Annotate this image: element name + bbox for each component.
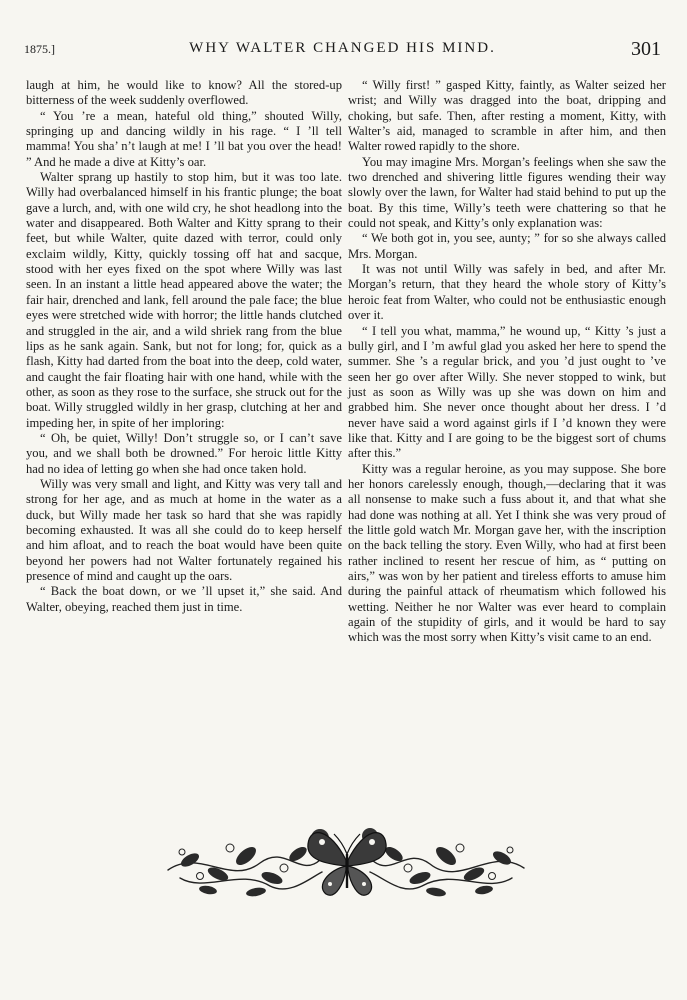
paragraph: “ I tell you what, mamma,” he wound up, “ Kitty ’s just a bully girl, and I ’m awful glad you asked her here to spend the summer. She ’s a regular brick, and you ’d just ought to ’ve seen her go over after Willy. She never stopped to wink, but just as soon as Willy was up she was down on him and grabbed him. She never once thought about her dress. I ’d never have said a word against girls if I ’d known they were like that. Kitty and I are going to be the biggest sort of chums after this.” — [348, 323, 666, 461]
header-title: WHY WALTER CHANGED HIS MIND. — [189, 40, 496, 56]
paragraph: You may imagine Mrs. Morgan’s feelings when she saw the two drenched and shivering little figures wending their way slowly over the lawn, for Walter had staid behind to put up the boat. By this time, Willy’s teeth were chattering so that he could not speak, and Kitty’s only explanation was: — [348, 154, 666, 231]
paragraph: “ We both got in, you see, aunty; ” for so she always called Mrs. Morgan. — [348, 231, 666, 261]
butterfly-vine-ornament-icon — [160, 808, 532, 910]
paragraph: Kitty was a regular heroine, as you may suppose. She bore her honors carelessly enough, though,—declaring that it was all nonsense to make such a fuss about it, and that what she had done was nothing at all. Yet I think she was very proud of the little gold watch Mr. Morgan gave her, with the inscription on the back telling the story. Even Willy, who had at first been rather inclined to resent her rescue of him, as “ putting on airs,” was won by her patient and tireless efforts to amuse him during the painful attack of rheumatism which followed his wetting. Neither he nor Walter was ever heard to complain again of the stupidity of girls, and it would be hard to say which was the most sorry when Kitty’s visit came to an end. — [348, 461, 666, 645]
paragraph: “ Oh, be quiet, Willy! Don’t struggle so, or I can’t save you, and we shall both be drowned.” For heroic little Kitty had no idea of letting go when she had once taken hold. — [26, 430, 342, 476]
paragraph: Walter sprang up hastily to stop him, but it was too late. Willy had overbalanced himself in his frantic plunge; the boat gave a lurch, and, with one wild cry, he shot headlong into the water and disappeared. Both Walter and Kitty sprang to their feet, but while Walter, quite dazed with terror, could only exclaim wildly, Kitty, quickly tossing off hat and sacque, stood with her eyes fixed on the spot where Willy was last seen. In an instant a little head appeared above the water; the fair hair, drenched and lank, fell around the pale face; the blue eyes were stretched wide with horror; the little hands clutched and struggled in the air, and a wild shriek rang from the blue lips as he sank again. Sank, but not for long; for, quick as a flash, Kitty had darted from the boat into the deep, cold water, and caught the fair floating hair with one hand, while with the other, as soon as they rose to the surface, she struck out for the boat. Willy struggled wildly in her grasp, clutching at her and impeding her, in spite of her imploring: — [26, 170, 342, 430]
paragraph: Willy was very small and light, and Kitty was very tall and strong for her age, and as much at home in the water as a duck, but Willy made her task so hard that she was rapidly becoming exhausted. It was all she could do to keep herself and him afloat, and to reach the boat would have been quite beyond her powers had not Walter fortunately regained his presence of mind and caught up the oars. — [26, 476, 342, 583]
paragraph: It was not until Willy was safely in bed, and after Mr. Morgan’s return, that they heard the whole story of Kitty’s heroic feat from Walter, who could not be enthusiastic enough over it. — [348, 262, 666, 323]
paragraph: laugh at him, he would like to know? All the stored-up bitterness of the week suddenly overflowed. — [26, 78, 342, 108]
paragraph: “ Back the boat down, or we ’ll upset it,” she said. And Walter, obeying, reached them just in time. — [26, 584, 342, 614]
page-number: 301 — [631, 38, 661, 60]
running-header — [24, 40, 661, 64]
left-column — [26, 78, 342, 615]
paragraph: “ Willy first! ” gasped Kitty, faintly, as Walter seized her wrist; and Willy was dragged into the boat, dripping and choking, but safe. Then, after resting a moment, Kitty, with Walter’s aid, managed to scramble in after him, and then Walter rowed rapidly to the shore. — [348, 78, 666, 154]
paragraph: “ You ’re a mean, hateful old thing,” shouted Willy, springing up and dancing wildly in his rage. “ I ’ll tell mamma! You sha’ n’t laugh at me! I ’ll bat you over the head! ” And he made a dive at Kitty’s oar. — [26, 108, 342, 169]
right-column — [348, 78, 666, 646]
header-year: 1875.] — [24, 42, 55, 56]
